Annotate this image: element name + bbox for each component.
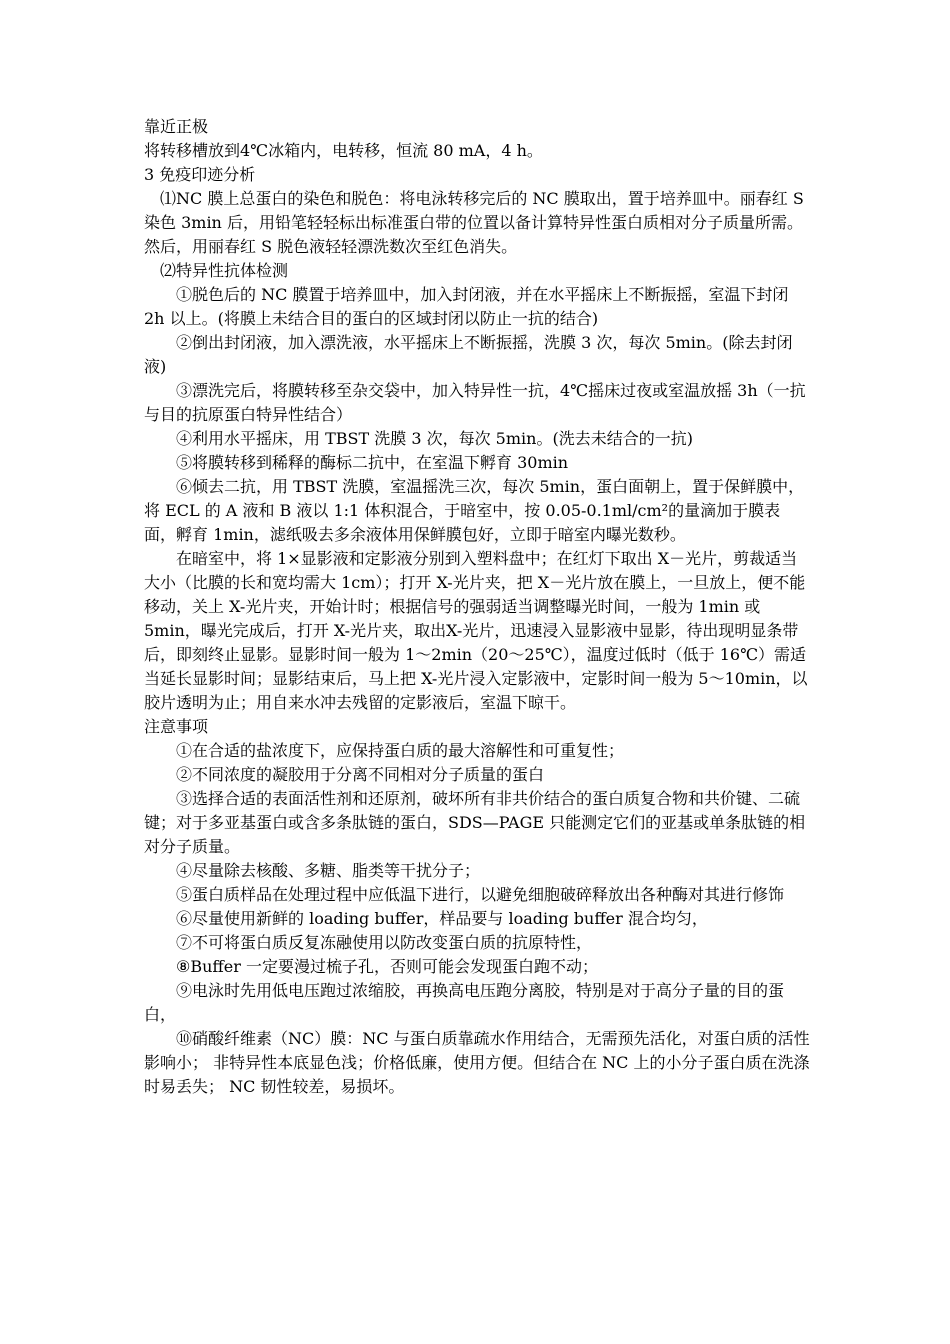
note-8: ⑧Buffer 一定要漫过梳子孔，否则可能会发现蛋白跑不动； bbox=[176, 957, 598, 976]
paragraph-4: ⑴NC 膜上总蛋白的染色和脱色：将电泳转移完后的 NC 膜取出，置于培养皿中。丽春红 S 染色 3min 后，用铅笔轻轻标出标准蛋白带的位置以备计算特异性蛋白质相对分子质量所需。然后，用丽春红 S 脱色液轻轻漂洗数次至红色消失。 bbox=[144, 189, 804, 256]
step-4: ④利用水平摇床，用 TBST 洗膜 3 次，每次 5min。(洗去未结合的一抗) bbox=[176, 429, 693, 448]
step-1: ①脱色后的 NC 膜置于培养皿中，加入封闭液，并在水平摇床上不断振摇，室温下封闭 2h 以上。(将膜上未结合目的蛋白的区域封闭以防止一抗的结合) bbox=[144, 285, 789, 328]
note-9: ⑨电泳时先用低电压跑过浓缩胶，再换高电压跑分离胶，特别是对于高分子量的目的蛋白， bbox=[144, 981, 785, 1024]
section-heading: 3 免疫印迹分析 bbox=[144, 165, 256, 184]
subheading-antibody: ⑵特异性抗体检测 bbox=[160, 261, 289, 280]
note-3: ③选择合适的表面活性剂和还原剂，破坏所有非共价结合的蛋白质复合物和共价键、二硫键；对于多亚基蛋白或含多条肽链的蛋白，SDS—PAGE 只能测定它们的亚基或单条肽链的相对分子质量。 bbox=[144, 789, 806, 856]
note-7: ⑦不可将蛋白质反复冻融使用以防改变蛋白质的抗原特性， bbox=[176, 933, 593, 952]
notes-heading: 注意事项 bbox=[144, 717, 209, 736]
note-6: ⑥尽量使用新鲜的 loading buffer，样品要与 loading buffer 混合均匀， bbox=[176, 909, 708, 928]
step-5: ⑤将膜转移到稀释的酶标二抗中，在室温下孵育 30min bbox=[176, 453, 569, 472]
note-10: ⑩硝酸纤维素（NC）膜：NC 与蛋白质靠疏水作用结合，无需预先活化，对蛋白质的活性影响小； 非特异性本底显色浅；价格低廉，使用方便。但结合在 NC 上的小分子蛋白质在洗涤时易丢失； NC 韧性较差，易损坏。 bbox=[144, 1029, 810, 1096]
paragraph-1: 靠近正极 bbox=[144, 117, 209, 136]
step-3: ③漂洗完后，将膜转移至杂交袋中，加入特异性一抗，4℃摇床过夜或室温放摇 3h（一抗与目的抗原蛋白特异性结合） bbox=[144, 381, 806, 424]
note-4: ④尽量除去核酸、多糖、脂类等干扰分子； bbox=[176, 861, 481, 880]
step-2: ②倒出封闭液，加入漂洗液，水平摇床上不断振摇，洗膜 3 次，每次 5min。(除去封闭液) bbox=[144, 333, 793, 376]
note-5: ⑤蛋白质样品在处理过程中应低温下进行，以避免细胞破碎释放出各种酶对其进行修饰 bbox=[176, 885, 785, 904]
paragraph-2: 将转移槽放到4℃冰箱内，电转移，恒流 80 mA，4 h。 bbox=[144, 141, 543, 160]
note-1: ①在合适的盐浓度下，应保持蛋白质的最大溶解性和可重复性； bbox=[176, 741, 625, 760]
step-6: ⑥倾去二抗，用 TBST 洗膜，室温摇洗三次，每次 5min，蛋白面朝上，置于保鲜膜中，将 ECL 的 A 液和 B 液以 1:1 体积混合，于暗室中，按 0.05-0.1ml/cm²的量滴加于膜表面，孵育 1min，滤纸吸去多余液体用保鲜膜包好，立即于暗室内曝光数秒。 bbox=[144, 477, 805, 544]
document-body bbox=[144, 115, 812, 1099]
darkroom-paragraph: 在暗室中，将 1×显影液和定影液分别到入塑料盘中；在红灯下取出 X－光片，剪裁适当大小（比膜的长和宽均需大 1cm）；打开 X-光片夹，把 X－光片放在膜上，一旦放上，便不能移动，关上 X-光片夹，开始计时；根据信号的强弱适当调整曝光时间，一般为 1min 或 5min，曝光完成后，打开 X-光片夹，取出X-光片，迅速浸入显影液中显影，待出现明显条带后，即刻终止显影。显影时间一般为 1～2min（20～25℃），温度过低时（低于 16℃）需适当延长显影时间；显影结束后，马上把 X-光片浸入定影液中，定影时间一般为 5～10min，以胶片透明为止；用自来水冲去残留的定影液后，室温下晾干。 bbox=[144, 549, 808, 712]
note-2: ②不同浓度的凝胶用于分离不同相对分子质量的蛋白 bbox=[176, 765, 545, 784]
